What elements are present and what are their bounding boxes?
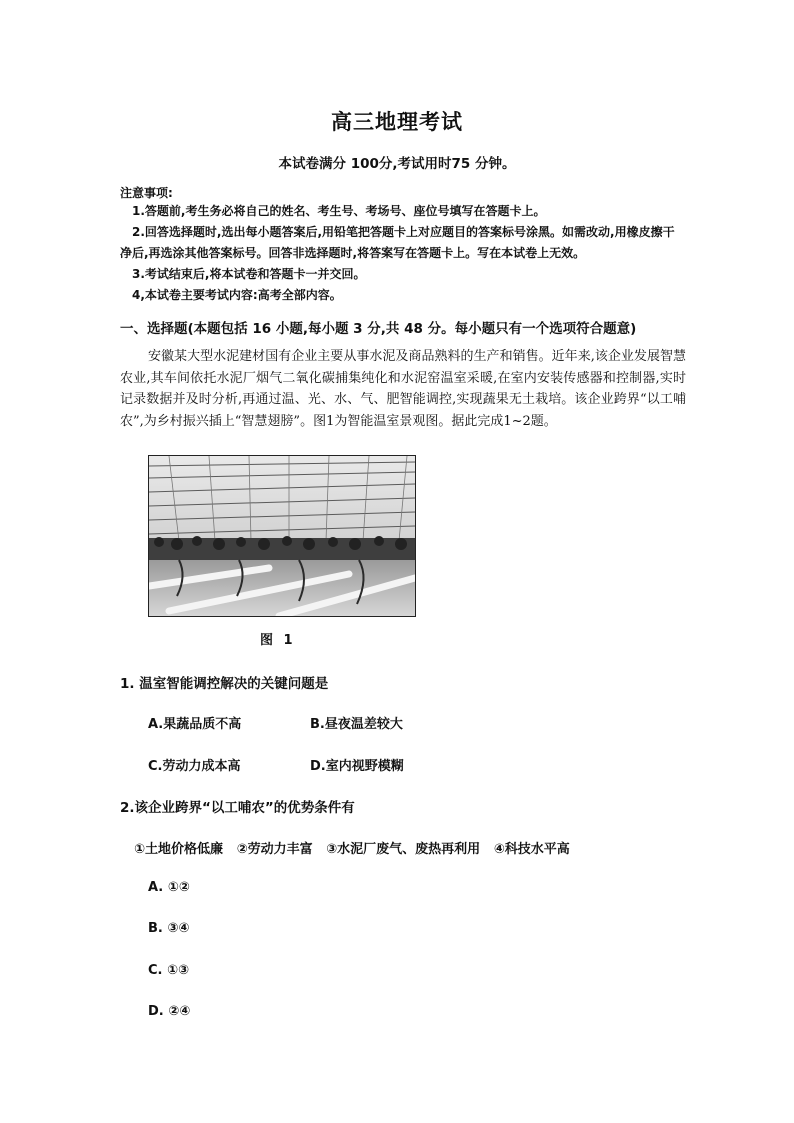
- notice-item-3: 3.考试结束后,将本试卷和答题卡一并交回。: [132, 267, 366, 281]
- figure-caption: 图 1: [260, 633, 296, 648]
- q1-option-a: A.果蔬品质不高: [148, 717, 242, 732]
- notice-item-4: 4,本试卷主要考试内容:高考全部内容。: [132, 288, 342, 302]
- q2-option-d: D. ②④: [148, 1004, 191, 1019]
- q1-option-b: B.昼夜温差较大: [310, 717, 403, 732]
- question-1-stem: 1. 温室智能调控解决的关键问题是: [120, 676, 329, 692]
- page-title: 高三地理考试: [331, 110, 463, 134]
- q1-option-d: D.室内视野模糊: [310, 759, 404, 774]
- q2-option-c: C. ①③: [148, 963, 190, 978]
- section-heading: 一、选择题(本题包括 16 小题,每小题 3 分,共 48 分。每小题只有一个选项符合题意): [120, 321, 637, 337]
- notice-heading: 注意事项:: [120, 186, 173, 200]
- q2-statements: ①土地价格低廉 ②劳动力丰富 ③水泥厂废气、废热再利用 ④科技水平高: [134, 842, 570, 857]
- q2-option-b: B. ③④: [148, 921, 190, 936]
- notice-item-2: 2.回答选择题时,选出每小题答案后,用铅笔把答题卡上对应题目的答案标号涂黑。如需改动,用橡皮擦干净后,再选涂其他答案标号。回答非选择题时,将答案写在答题卡上。写在本试卷上无效。: [120, 225, 675, 260]
- exam-subtitle: 本试卷满分 100分,考试用时75 分钟。: [278, 156, 516, 172]
- greenhouse-image: [149, 456, 415, 616]
- notice-item-1: 1.答题前,考生务必将自己的姓名、考生号、考场号、座位号填写在答题卡上。: [132, 204, 546, 218]
- reading-passage: 安徽某大型水泥建材国有企业主要从事水泥及商品熟料的生产和销售。近年来,该企业发展智慧农业,其车间依托水泥厂烟气二氧化碳捕集纯化和水泥窑温室采暖,在室内安装传感器和控制器,实时记录数据并及时分析,再通过温、光、水、气、肥智能调控,实现蔬果无土栽培。该企业跨界“以工哺农”,为乡村振兴插上“智慧翅膀”。图1为智能温室景观图。据此完成1~2题。: [120, 349, 686, 429]
- question-2-stem: 2.该企业跨界“以工哺农”的优势条件有: [120, 800, 355, 816]
- greenhouse-photo: [148, 455, 416, 617]
- q2-option-a: A. ①②: [148, 880, 190, 895]
- q1-option-c: C.劳动力成本高: [148, 759, 241, 774]
